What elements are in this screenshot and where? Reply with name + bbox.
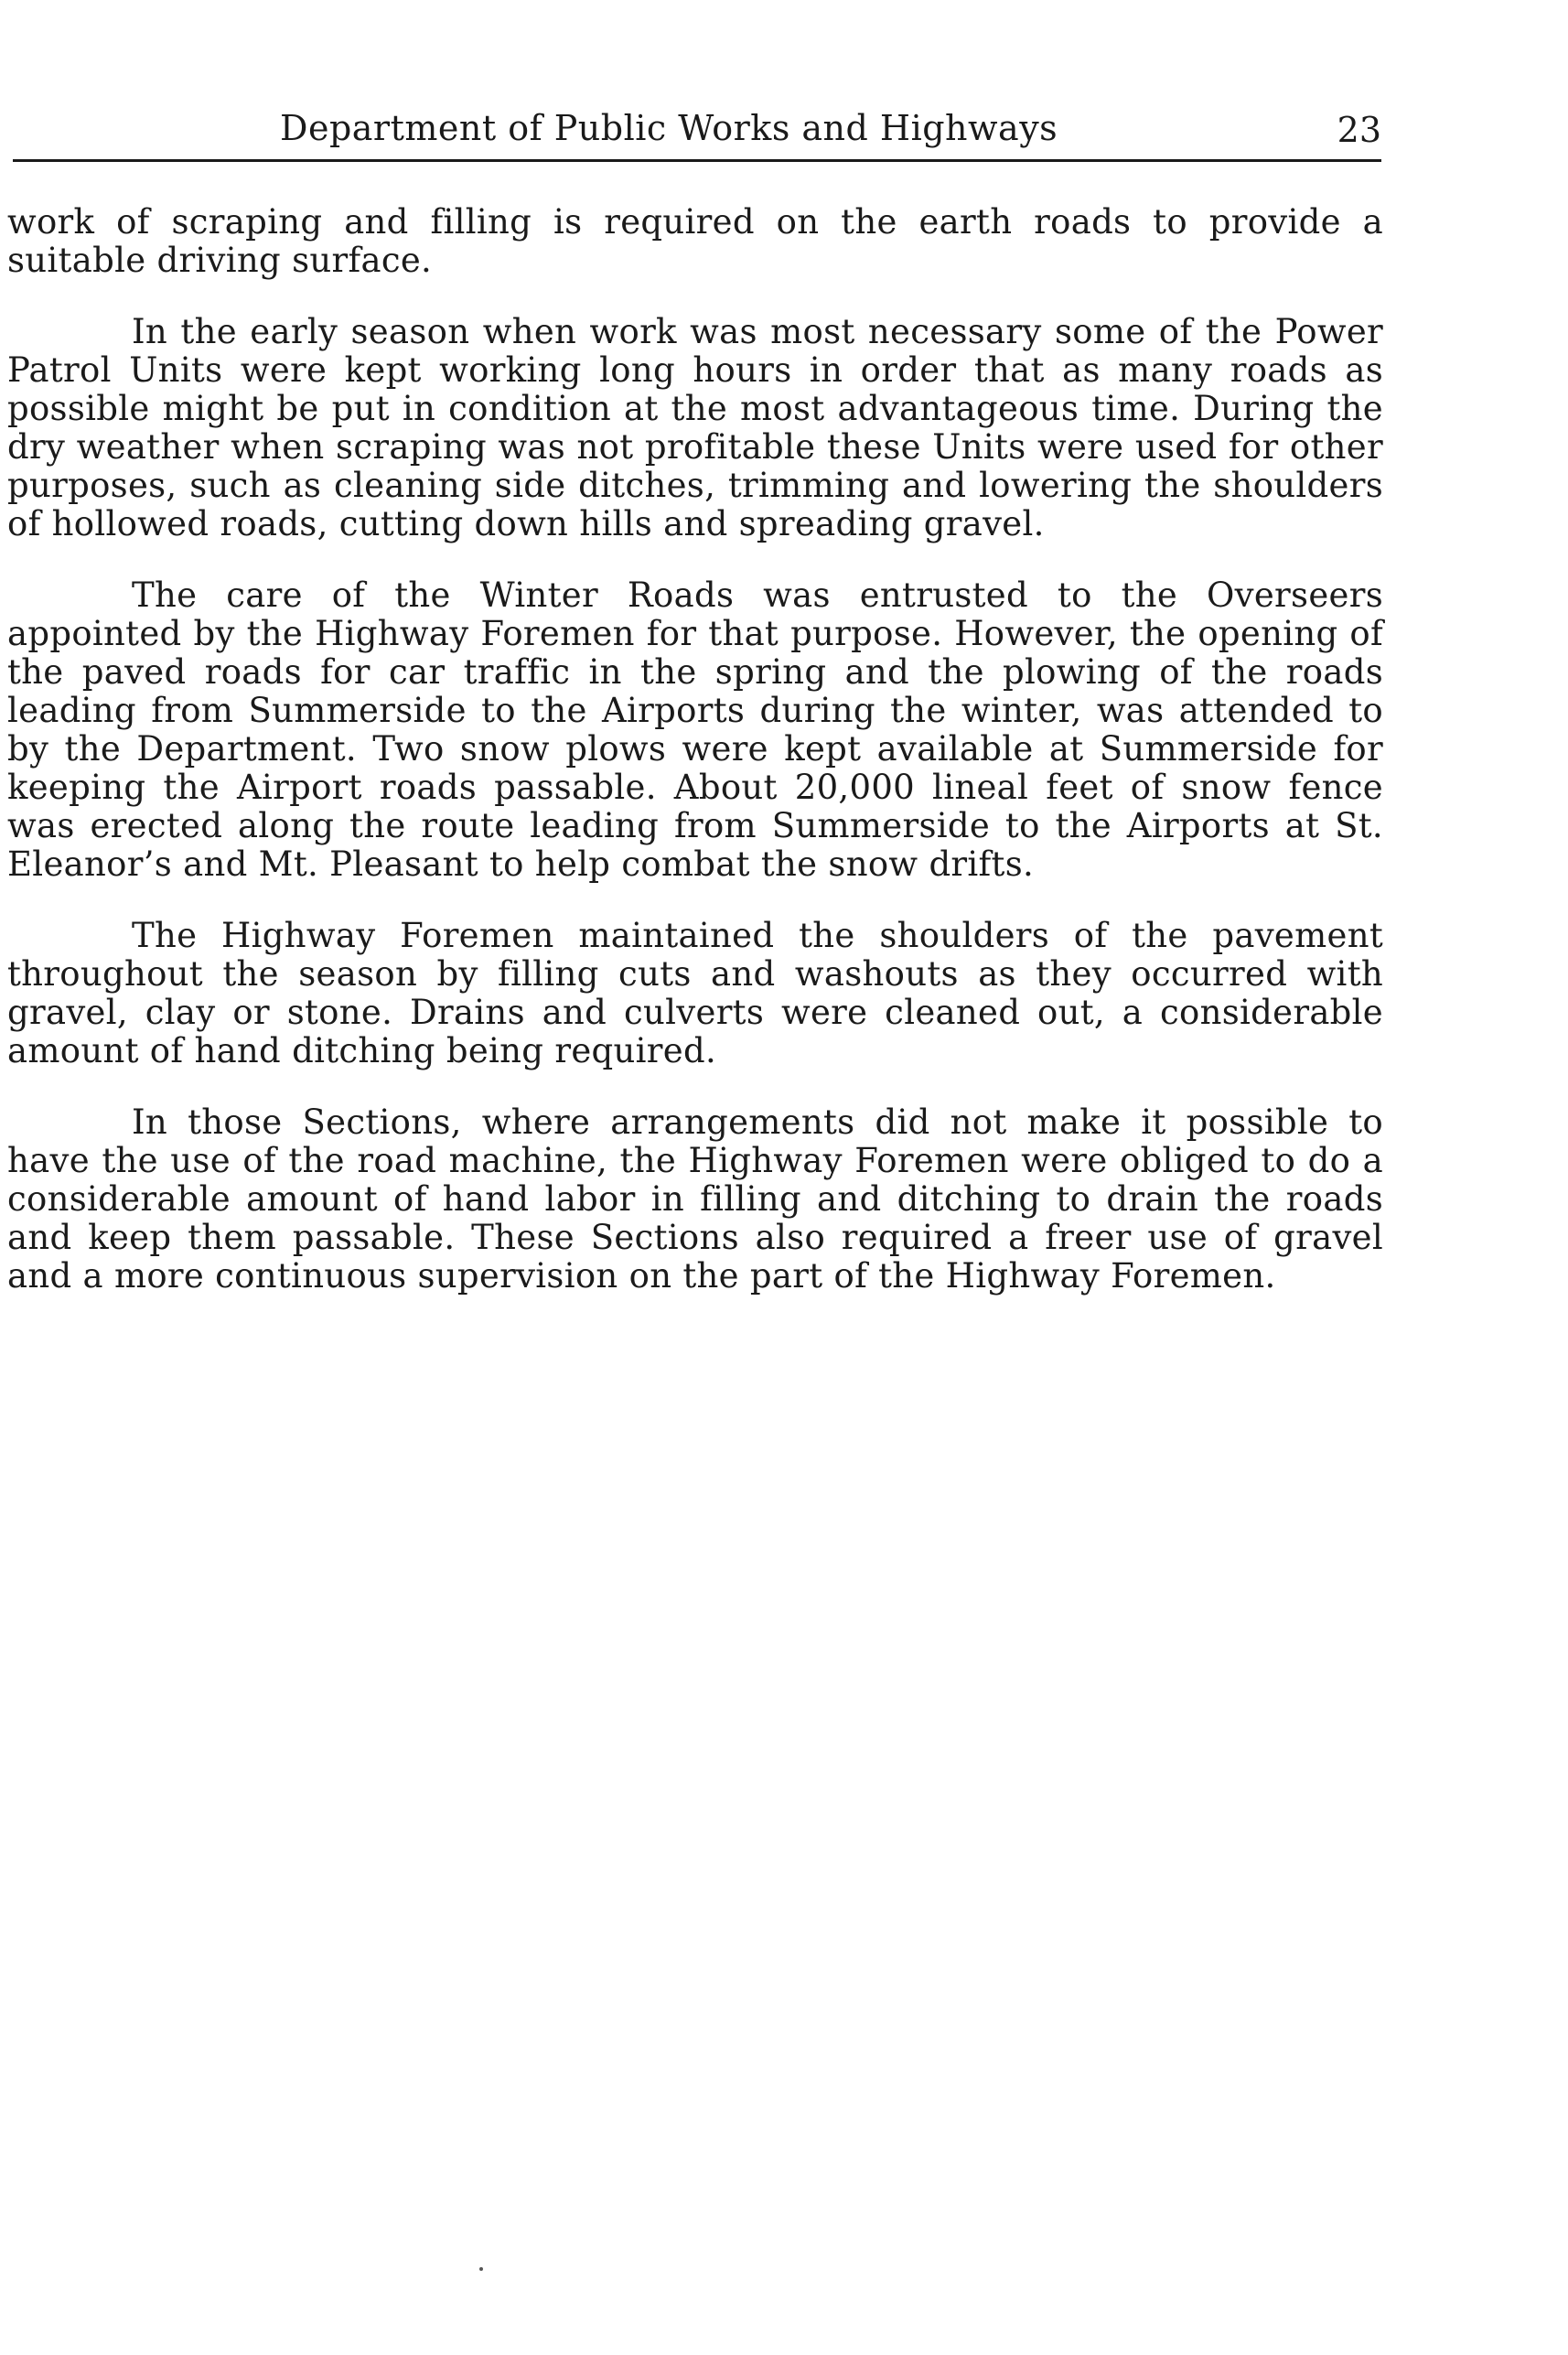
- paragraph-sections: In those Sections, where arrangements did not make it possible to have the use of the road machine, the Highway Foremen were obliged to do a considerable amount of hand labor in filling and ditching to drain the roads and keep them passable. These Sections also required a freer use of gravel and a more continuous supervision on the part of the Highway Foremen.: [7, 1102, 1383, 1296]
- header-rule: [13, 159, 1381, 162]
- paragraph-winter-roads: The care of the Winter Roads was entrusted to the Overseers appointed by the Highway Foremen for that purpose. However, the opening of the paved roads for car traffic in the spring and the plowing of the roads leading from Summerside to the Airports during the winter, was attended to by the Department. Two snow plows were kept available at Summerside for keeping the Airport roads passable. About 20,000 lineal feet of snow fence was erected along the route leading from Summerside to the Airports at St. Eleanor’s and Mt. Pleasant to help combat the snow drifts.: [7, 575, 1383, 884]
- paragraph-continued: work of scraping and filling is required on the earth roads to provide a suitable driving surface.: [7, 202, 1383, 280]
- running-header: [13, 101, 1381, 165]
- running-title: Department of Public Works and Highways: [280, 108, 1058, 148]
- print-speck: [479, 2267, 483, 2271]
- body-text: [7, 203, 1383, 1328]
- paragraph-power-patrol: In the early season when work was most necessary some of the Power Patrol Units were kept working long hours in order that as many roads as possible might be put in condition at the most advantageous time. During the dry weather when scraping was not profitable these Units were used for other purposes, such as cleaning side ditches, trimming and lowering the shoulders of hollowed roads, cutting down hills and spreading gravel.: [7, 312, 1383, 543]
- page-number: 23: [1337, 110, 1381, 150]
- paragraph-shoulders: The Highway Foremen maintained the shoulders of the pavement throughout the season by filling cuts and washouts as they occurred with gravel, clay or stone. Drains and culverts were cleaned out, a considerable amount of hand ditching being required.: [7, 916, 1383, 1070]
